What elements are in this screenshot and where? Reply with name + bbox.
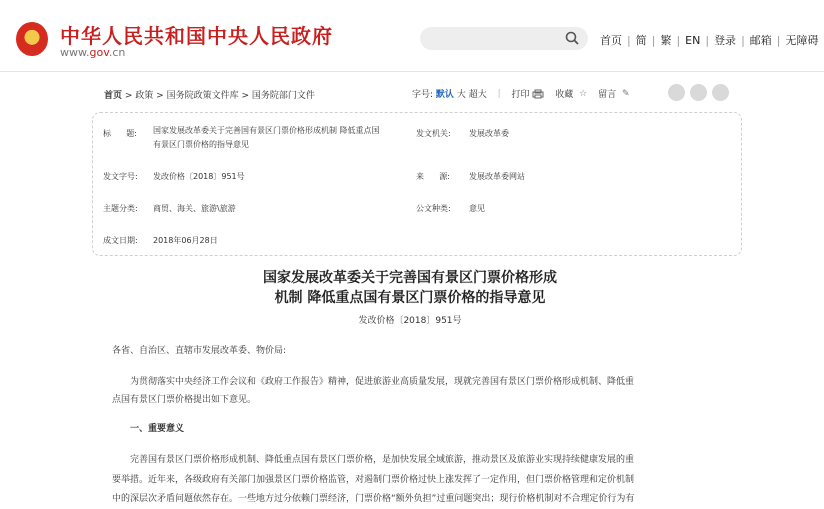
document-title-line1: 国家发展改革委关于完善国有景区门票价格形成 (263, 270, 557, 286)
breadcrumb-home[interactable]: 首页 (104, 91, 123, 101)
intro-line-2: 点国有景区门票价格提出如下意见。 (112, 395, 257, 405)
meta-source-label: 来 源: (416, 172, 450, 181)
breadcrumb-department-docs[interactable]: 国务院部门文件 (251, 91, 315, 101)
salutation: 各省、自治区、直辖市发展改革委、物价局: (112, 346, 287, 356)
meta-title-label: 标 题: (103, 129, 137, 138)
nav-english[interactable]: EN (685, 34, 701, 47)
section-heading-1: 一、重要意义 (112, 424, 185, 434)
nav-login[interactable]: 登录 (714, 34, 737, 47)
nav-accessibility[interactable]: 无障碍 (785, 34, 819, 47)
nav-simplified[interactable]: 简 (635, 34, 647, 47)
site-url: www.gov.cn (60, 46, 126, 59)
top-navigation: 首页 | 简 | 繁 | EN | 登录 | 邮箱 | 无障碍 (600, 34, 819, 47)
document-metadata-box (92, 112, 742, 256)
nav-home[interactable]: 首页 (600, 34, 622, 47)
favorite-share-icon[interactable] (712, 84, 729, 101)
document-number: 发改价格〔2018〕951号 (358, 316, 462, 326)
meta-issuer-value: 发展改革委 (469, 129, 509, 138)
favorite-button[interactable]: 收藏 (555, 90, 574, 100)
intro-line-1: 为贯彻落实中央经济工作会议和《政府工作报告》精神，促进旅游业高质量发展，现就完善国有景区门票价格形成机制、降低重 (112, 377, 635, 387)
national-emblem-icon[interactable] (16, 22, 48, 56)
meta-doc-number-label: 发文字号: (103, 172, 138, 181)
meta-topic-label: 主题分类: (103, 204, 138, 213)
document-title (200, 268, 620, 308)
meta-issuer-label: 发文机关: (416, 129, 451, 138)
meta-date-value: 2018年06月28日 (153, 236, 218, 245)
search-icon[interactable] (565, 31, 579, 45)
meta-topic-value: 商贸、海关、旅游\旅游 (153, 204, 236, 213)
comment-button[interactable]: 留言 (598, 90, 617, 100)
star-icon[interactable]: ☆ (579, 88, 588, 99)
meta-title-value-line2: 有景区门票价格的指导意见 (153, 140, 249, 149)
meta-date-label: 成文日期: (103, 236, 138, 245)
font-default-button[interactable]: 默认 (435, 90, 454, 100)
breadcrumb-policy-library[interactable]: 国务院政策文件库 (166, 91, 239, 101)
font-large-button[interactable]: 大 (456, 90, 466, 100)
breadcrumb-policy[interactable]: 政策 (135, 91, 154, 101)
document-title-line2: 机制 降低重点国有景区门票价格的指导意见 (274, 290, 546, 306)
print-icon[interactable] (532, 89, 544, 99)
nav-mailbox[interactable]: 邮箱 (749, 34, 772, 47)
body-line-2: 要举措。近年来，各级政府有关部门加强景区门票价格监管，对遏制门票价格过快上涨发挥了一定作用，但门票价格管理和定价机制 (112, 475, 635, 485)
site-header (0, 0, 824, 72)
meta-source-value: 发展改革委网站 (469, 172, 525, 181)
meta-doc-number-value: 发改价格〔2018〕951号 (153, 172, 245, 181)
weibo-share-icon[interactable] (668, 84, 685, 101)
header-divider (0, 71, 824, 72)
meta-genre-value: 意见 (469, 204, 485, 213)
meta-title-value-line1: 国家发展改革委关于完善国有景区门票价格形成机制 降低重点国 (153, 126, 380, 135)
wechat-share-icon[interactable] (690, 84, 707, 101)
font-xlarge-button[interactable]: 超大 (468, 90, 487, 100)
font-size-label: 字号: (412, 90, 434, 100)
article-tools: 字号: 默认 大 超大 | 打印 收藏 ☆ 留言 ✎ (412, 88, 630, 100)
print-button[interactable]: 打印 (511, 90, 530, 100)
meta-genre-label: 公文种类: (416, 204, 451, 213)
pencil-icon[interactable]: ✎ (622, 88, 630, 99)
body-line-1: 完善国有景区门票价格形成机制、降低重点国有景区门票价格，是加快发展全域旅游，推动景区及旅游业实现持续健康发展的重 (112, 455, 635, 465)
site-title[interactable]: 中华人民共和国中央人民政府 (60, 24, 333, 48)
search-input[interactable] (420, 27, 588, 50)
nav-traditional[interactable]: 繁 (660, 34, 672, 47)
body-line-3: 中的深层次矛盾问题依然存在。一些地方过分依赖门票经济，门票价格“额外负担”过重问题突出；现行价格机制对不合理定价行为有 (112, 494, 635, 504)
breadcrumb: 首页 > 政策 > 国务院政策文件库 > 国务院部门文件 (104, 91, 315, 101)
